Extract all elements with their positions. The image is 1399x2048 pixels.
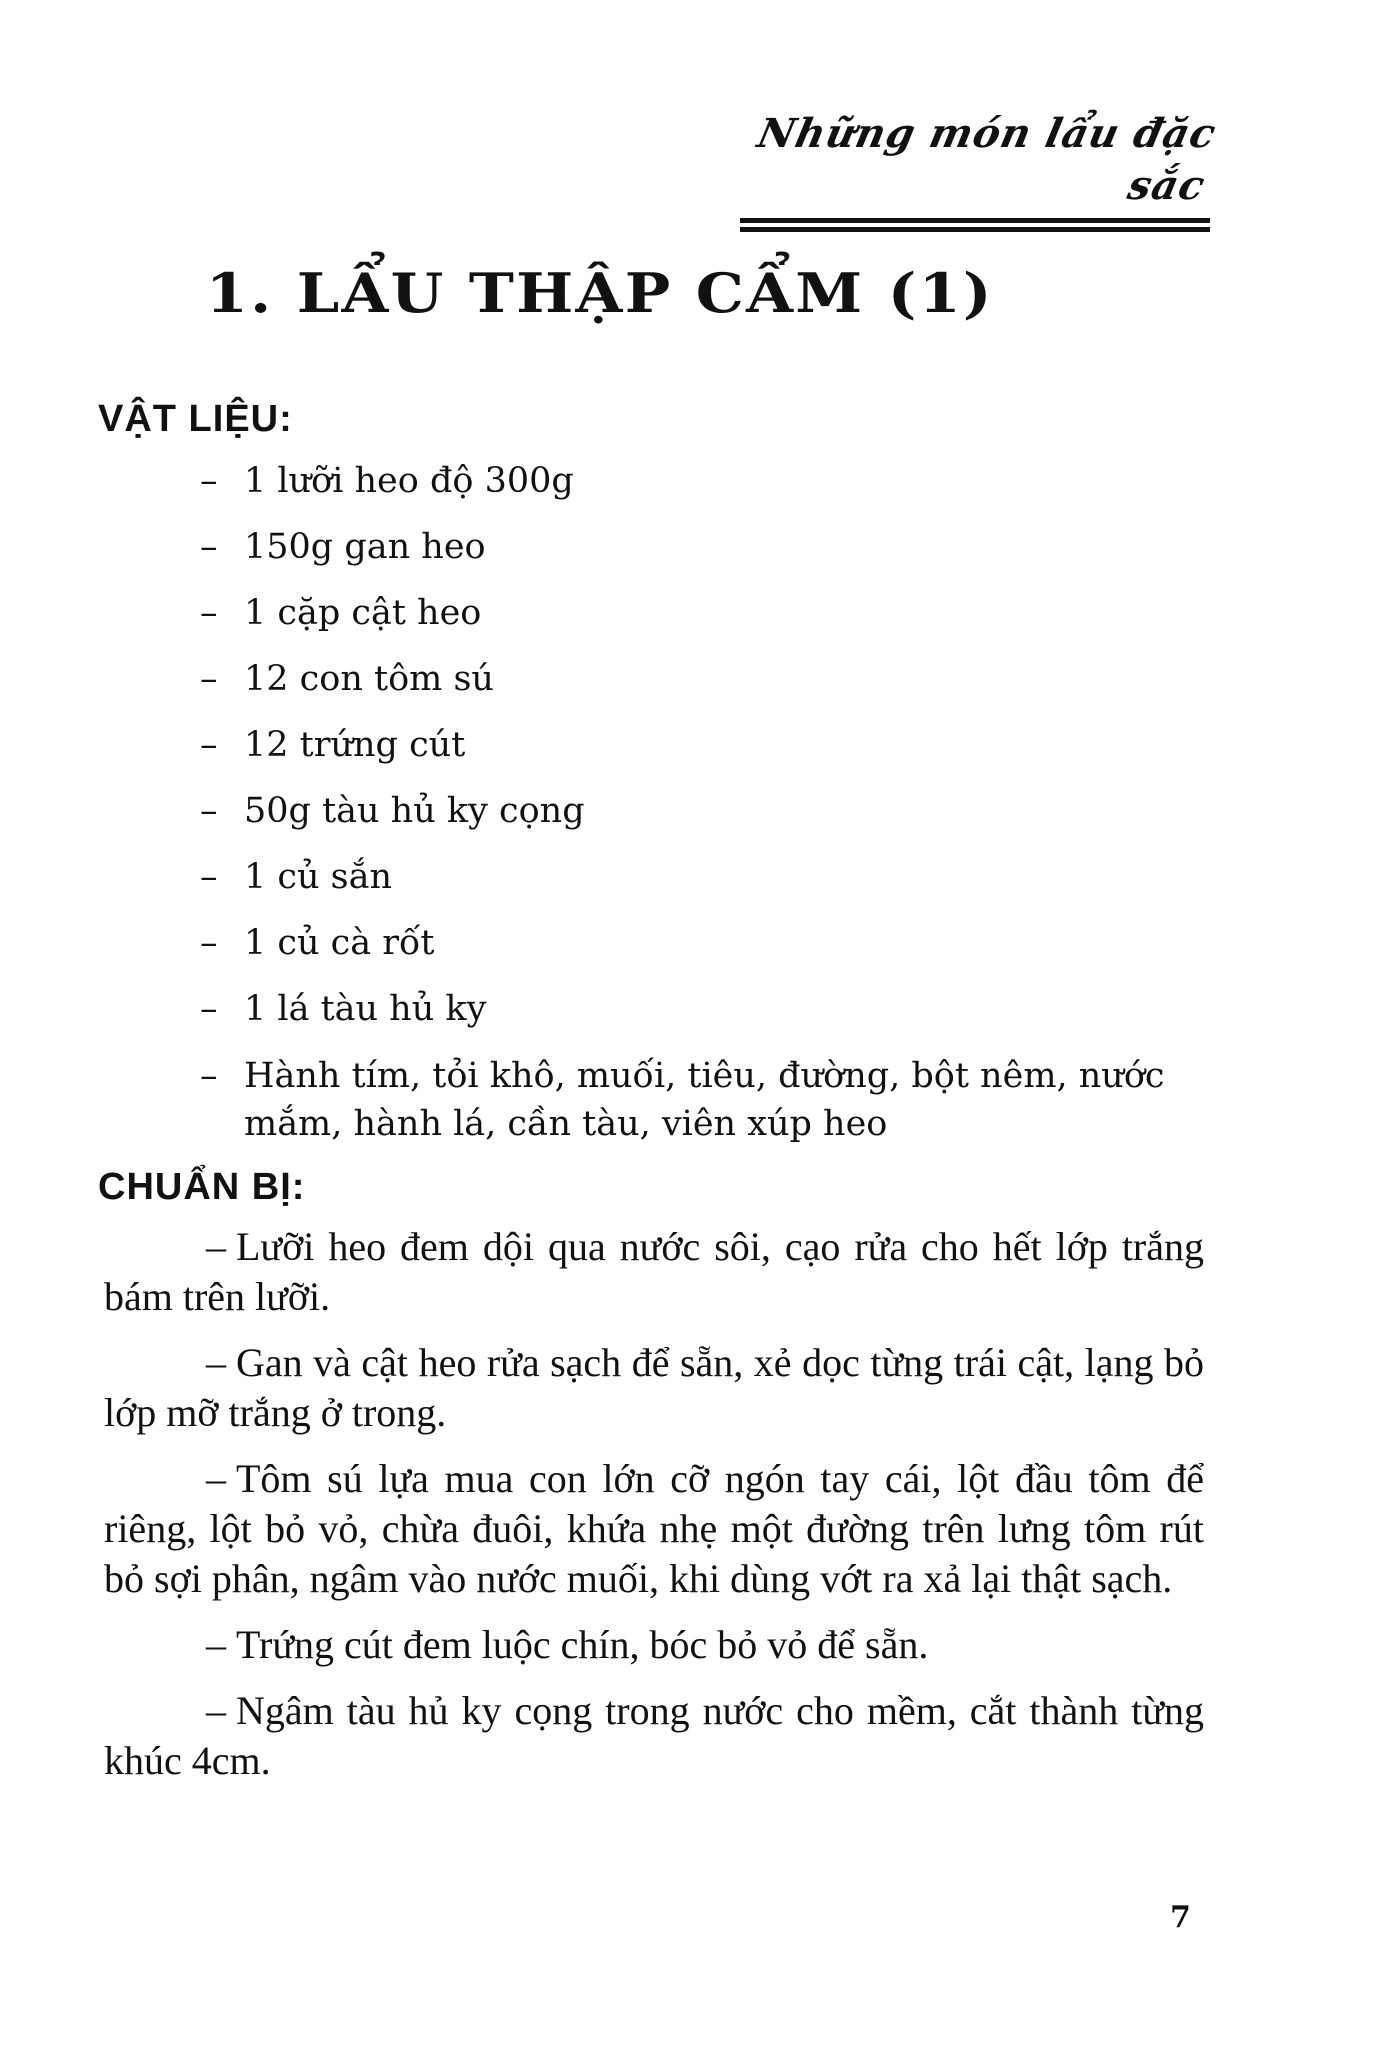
dash-bullet: – <box>200 1056 218 1096</box>
ingredient-item <box>200 712 1210 778</box>
ingredient-text: 1 lá tàu hủ ky <box>244 989 487 1029</box>
dash-bullet: – <box>206 1456 226 1501</box>
step-text: Gan và cật heo rửa sạch để sẵn, xẻ dọc từng trái cật, lạng bỏ lớp mỡ trắng ở trong. <box>104 1340 1204 1435</box>
page-number: 7 <box>1170 1900 1191 1935</box>
dash-bullet: – <box>200 989 218 1029</box>
ingredient-text: 12 con tôm sú <box>244 659 494 699</box>
dash-bullet: – <box>206 1340 226 1385</box>
dash-bullet: – <box>200 857 218 897</box>
ingredient-text: 12 trứng cút <box>244 725 466 765</box>
dash-bullet: – <box>206 1622 226 1667</box>
ingredient-item <box>200 778 1210 844</box>
dash-bullet: – <box>206 1688 226 1733</box>
ingredient-item <box>200 580 1210 646</box>
ingredient-text: 1 củ cà rốt <box>244 923 435 963</box>
preparation-step <box>104 1686 1204 1786</box>
preparation-step <box>104 1338 1204 1438</box>
dash-bullet: – <box>200 593 218 633</box>
ingredient-item <box>200 976 1210 1042</box>
preparation-heading: CHUẨN BỊ: <box>98 1166 306 1208</box>
ingredient-text: 1 củ sắn <box>244 857 393 897</box>
ingredient-item <box>200 646 1210 712</box>
ingredient-item <box>200 1042 1204 1148</box>
step-text: Trứng cút đem luộc chín, bóc bỏ vỏ để sẵn. <box>236 1622 929 1667</box>
dash-bullet: – <box>200 923 218 963</box>
ingredient-text: 150g gan heo <box>244 527 486 567</box>
header-rule-bottom <box>740 227 1210 232</box>
preparation-steps <box>104 1222 1204 1802</box>
ingredient-text: 1 cặp cật heo <box>244 593 482 633</box>
ingredient-item <box>200 844 1210 910</box>
dash-bullet: – <box>200 659 218 699</box>
ingredient-list <box>200 448 1210 1148</box>
ingredient-text: Hành tím, tỏi khô, muối, tiêu, đường, bột nêm, nước mắm, hành lá, cần tàu, viên xúp heo <box>244 1056 1165 1144</box>
ingredient-item <box>200 514 1210 580</box>
dash-bullet: – <box>200 461 218 501</box>
running-header-text: Những món lẩu đặc sắc <box>753 110 1221 209</box>
step-text: Tôm sú lựa mua con lớn cỡ ngón tay cái, lột đầu tôm để riêng, lột bỏ vỏ, chừa đuôi, khứa nhẹ một đường trên lưng tôm rút bỏ sợi phân, ngâm vào nước muối, khi dùng vớt ra xả lại thật sạch. <box>104 1456 1204 1601</box>
preparation-step <box>104 1620 1204 1670</box>
dash-bullet: – <box>200 791 218 831</box>
running-header <box>740 108 1221 232</box>
ingredient-item <box>200 448 1210 514</box>
recipe-title <box>0 258 1399 328</box>
step-text: Lưỡi heo đem dội qua nước sôi, cạo rửa cho hết lớp trắng bám trên lưỡi. <box>104 1224 1204 1319</box>
dash-bullet: – <box>200 527 218 567</box>
preparation-step <box>104 1454 1204 1604</box>
header-rule-top <box>740 218 1210 223</box>
step-text: Ngâm tàu hủ ky cọng trong nước cho mềm, cắt thành từng khúc 4cm. <box>104 1688 1204 1783</box>
ingredient-item <box>200 910 1210 976</box>
ingredient-text: 50g tàu hủ ky cọng <box>244 791 585 831</box>
dash-bullet: – <box>200 725 218 765</box>
materials-heading: VẬT LIỆU: <box>98 398 293 440</box>
recipe-title-text: 1. LẨU THẬP CẨM (1) <box>205 261 994 325</box>
preparation-step <box>104 1222 1204 1322</box>
dash-bullet: – <box>206 1224 226 1269</box>
ingredient-text: 1 lưỡi heo độ 300g <box>244 461 574 501</box>
